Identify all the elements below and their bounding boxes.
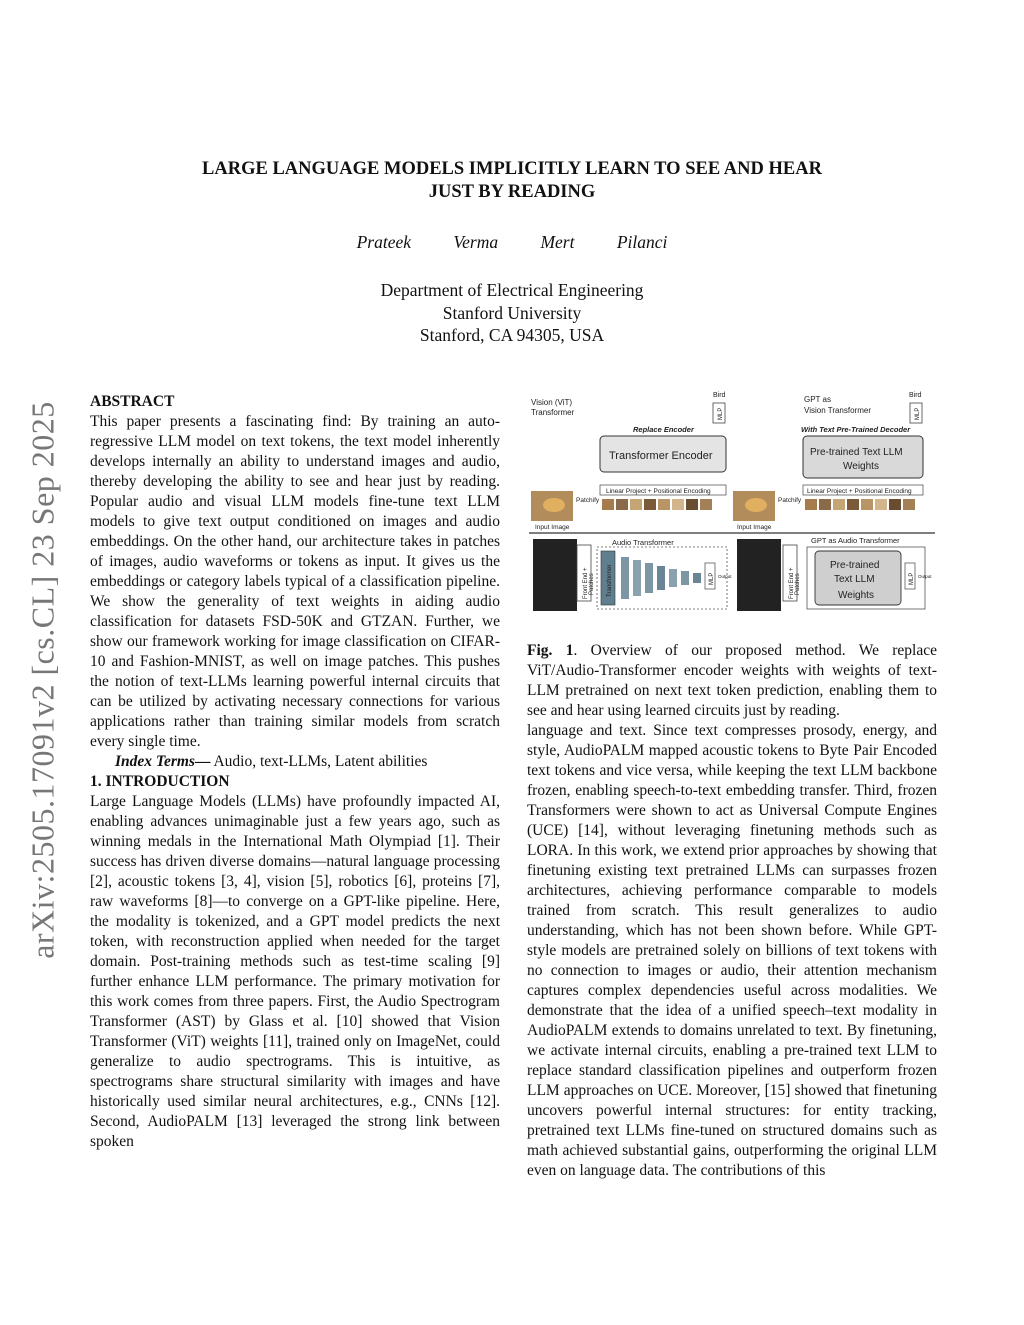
pretrained-small-2: Text LLM [834, 574, 875, 585]
front-end-left-1: Front End + [583, 567, 589, 599]
vit-label-2: Transformer [531, 408, 575, 417]
introduction-body-right: language and text. Since text compresses prosody, energy, and style, AudioPALM mapped acoustic tokens to Byte Pair Encoded text tokens and vice versa, while keeping the text LLM backbone frozen, enabling speech-to-text embedding transfer. Third, frozen Transformers were shown to act as Universal Compute Engines (UCE) [14], without leveraging finetuning methods such as LORA. In this work, we extend prior approaches by showing that finetuning existing text pretrained LLMs can surpasses frozen architectures, achieving performance comparable to models trained from scratch. This result generalizes to audio understanding, which has not been shown before. While GPT-style models are pretrained solely on billions of text tokens with no connection to images or audio, their attention mechanism captures complex dependencies useful across modalities. We demonstrate that the idea of a unified speech–text modality in AudioPALM extends to domains unrelated to text. By finetuning, we activate internal circuits, enabling a pre-trained text LLM to replace standard classification pipelines and outperform frozen LLM approaches on UCE. Moreover, [15] showed that finetuning uncovers powerful internal structures: for entity tracking, pretrained text LLMs fine-tuned on structured domains such as math achieved substantial gains, outperforming the original LLM even on language data. The contributions of this [527, 722, 937, 1179]
mlp-label-left: MLP [718, 407, 724, 420]
affiliation-department: Department of Electrical Engineering [380, 280, 644, 300]
figure-1 [527, 387, 937, 617]
front-end-right-1: Front End + [789, 567, 795, 599]
bird-label-left: Bird [713, 392, 726, 399]
bird-label-right: Bird [909, 392, 922, 399]
output-label-left: Output [718, 574, 732, 579]
audio-transformer-label: Audio Transformer [612, 538, 674, 547]
bird-shape-left [543, 498, 565, 512]
token-row-right [805, 499, 915, 510]
index-terms [90, 752, 500, 772]
waveform-right [737, 539, 781, 611]
with-text-decoder-label: With Text Pre-Trained Decoder [801, 425, 911, 434]
patchify-right: Patchify [778, 497, 802, 504]
paper-title [160, 158, 864, 204]
mlp-audio-left: MLP [709, 572, 715, 585]
title-line-1: LARGE LANGUAGE MODELS IMPLICITLY LEARN TO SEE AND HEAR [202, 159, 822, 179]
gpt-vision-label-1: GPT as [804, 395, 831, 404]
gpt-vision-label-2: Vision Transformer [804, 406, 871, 415]
transformer-encoder-label: Transformer Encoder [609, 450, 713, 462]
index-terms-label: Index Terms— [115, 753, 211, 770]
input-image-label-left: Input Image [535, 524, 570, 531]
figure-caption [527, 641, 937, 721]
linear-project-left: Linear Project + Positional Encoding [606, 488, 711, 495]
figure-caption-label: Fig. 1 [527, 642, 574, 659]
output-label-right: Output [918, 574, 932, 579]
pretrained-llm-label-1: Pre-trained Text LLM [810, 447, 903, 458]
front-end-right-2: Patches [795, 573, 801, 595]
arxiv-identifier: arXiv:2505.17091v2 [cs.CL] 23 Sep 2025 [24, 400, 61, 959]
figure-1-diagram [527, 387, 937, 617]
mlp-audio-right: MLP [909, 572, 915, 585]
affiliation-address: Stanford, CA 94305, USA [419, 325, 605, 345]
left-column [90, 392, 500, 1152]
waveform-left [533, 539, 577, 611]
arxiv-sidebar [18, 372, 68, 987]
title-line-2: JUST BY READING [428, 182, 596, 202]
affiliation [300, 279, 724, 347]
right-column [527, 641, 937, 1181]
input-image-label-right: Input Image [737, 524, 772, 531]
pretrained-small-3: Weights [838, 590, 874, 601]
introduction-body-left: Large Language Models (LLMs) have profoundly impacted AI, enabling advances unimaginable just a few years ago, such as winning medals in the International Math Olympiad [1]. Their success has driven diverse domains—natural language processing [2], acoustic tokens [3, 4], vision [5], robotics [6], proteins [7], raw waveforms [8]—to converge on a GPT-like pipeline. Here, the modality is tokenized, and a GPT model predicts the next token, with reconstruction applied when needed for the target domain. Post-training methods such as test-time scaling [9] further enhance LLM performance. The primary motivation for this work comes from three papers. First, the Audio Spectrogram Transformer (AST) by Glass et al. [10] showed that Vision Transformer (ViT) weights [11], trained only on ImageNet, could generalize to audio spectrograms. This is intuitive, as spectrograms share structural similarity with images and have historically used similar neural architectures, e.g., CNNs [12]. Second, AudioPALM [13] leveraged the strong link between spoken [90, 793, 500, 1150]
vit-label-1: Vision (ViT) [531, 398, 573, 407]
mlp-label-right: MLP [915, 407, 921, 420]
linear-project-right: Linear Project + Positional Encoding [807, 488, 912, 495]
pretrained-llm-label-2: Weights [843, 461, 879, 472]
patchify-left: Patchify [576, 497, 600, 504]
gpt-audio-label: GPT as Audio Transformer [811, 536, 900, 545]
introduction-heading: 1. INTRODUCTION [90, 773, 230, 790]
bird-shape-right [745, 498, 767, 512]
affiliation-university: Stanford University [442, 302, 582, 323]
pretrained-small-1: Pre-trained [830, 560, 880, 571]
index-terms-text: Audio, text-LLMs, Latent abilities [213, 753, 428, 770]
authors: Prateek Verma Mert Pilanci [356, 232, 668, 252]
figure-caption-text: . Overview of our proposed method. We replace ViT/Audio-Transformer encoder weights with weights of text-LLM pretrained on next text token prediction, enabling them to see and hear using learned circuits just by reading. [527, 642, 937, 719]
audio-layers [621, 557, 701, 599]
audio-transformer-vertical-label: Transformer [607, 564, 613, 597]
abstract-body: This paper presents a fascinating find: By training an auto-regressive LLM model on text tokens, the text model inherently develops internally an ability to understand images and audio, thereby developing the ability to see and hear just by reading. Popular audio and visual LLM models fine-tune text LLM models to give text output conditioned on images and audio embeddings. On the other hand, our architecture takes in patches of images, audio waveforms or tokens as input. It gives us the embeddings or category labels typical of a classification pipeline. We show the generality of text weights in aiding audio classification for datasets FSD-50K and GTZAN. Further, we show our framework working for image classification on CIFAR-10 and Fashion-MNIST, as well on image patches. This pushes the notion of text-LLMs learning powerful internal circuits that can be utilized by activating necessary connections for various applications rather than training similar models from scratch every single time. [90, 413, 500, 750]
abstract-heading: ABSTRACT [90, 393, 175, 410]
replace-encoder-label: Replace Encoder [633, 425, 694, 434]
front-end-left-2: Patches [589, 573, 595, 595]
token-row-left [602, 499, 712, 510]
